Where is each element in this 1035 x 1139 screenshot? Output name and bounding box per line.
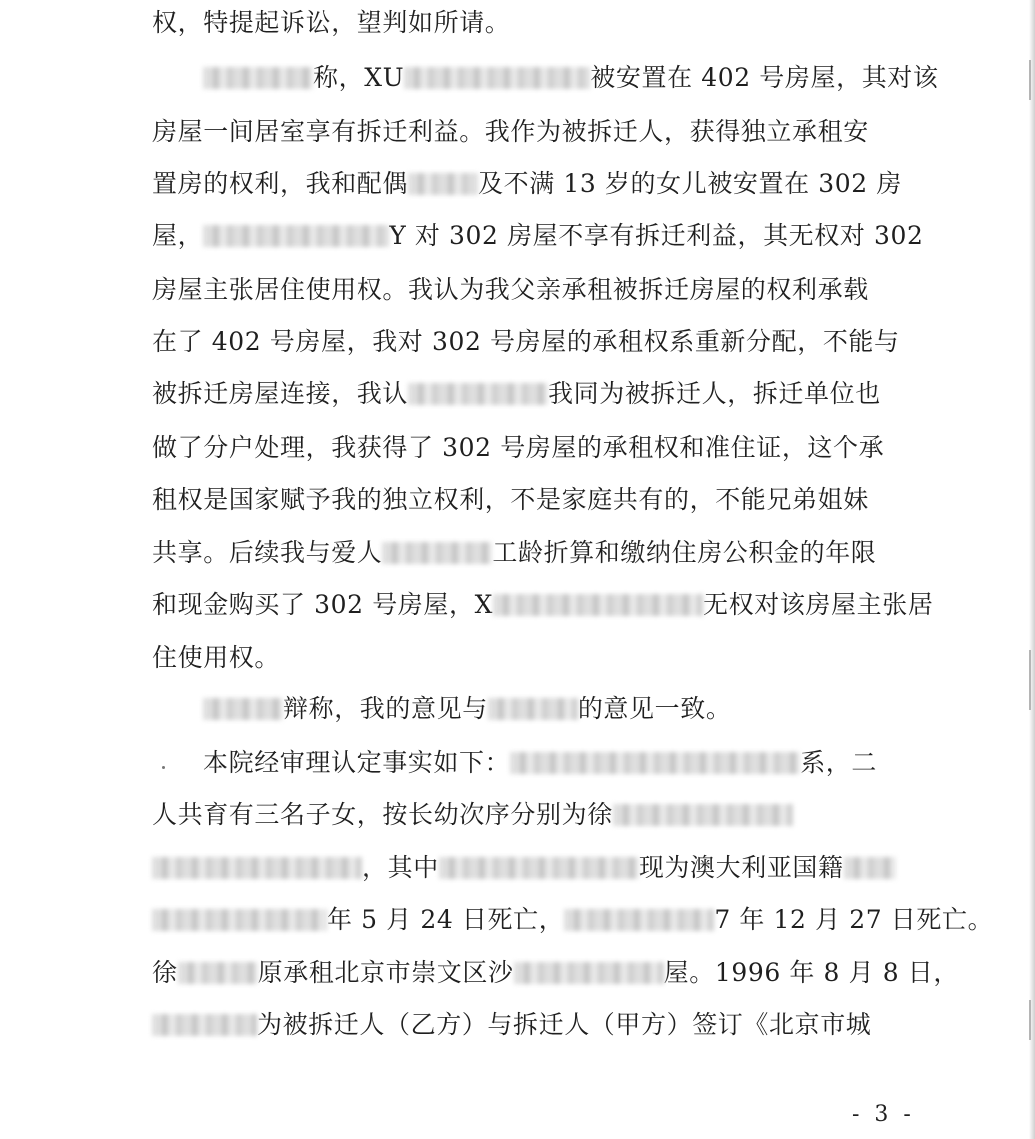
redacted-name (493, 594, 703, 616)
page-edge (1029, 0, 1035, 1139)
scan-mark (1029, 650, 1031, 710)
redacted-name (152, 909, 327, 931)
text-line-4: 置房的权利，我和配偶 及不满 13 岁的女儿被安置在 302 房 (152, 169, 902, 198)
redacted-name (510, 752, 800, 774)
text-line-19: 徐 原承租北京市崇文区沙 屋。1996 年 8 月 8 日， (152, 958, 959, 987)
redacted-name (408, 383, 548, 405)
redacted-name (404, 67, 590, 89)
text-line-10: 租权是国家赋予我的独立权利，不是家庭共有的，不能兄弟姐妹 (152, 485, 869, 514)
redacted-name (439, 857, 639, 879)
text-line-17: ，其中 现为澳大利亚国籍 (152, 853, 912, 883)
text-line-18: 年 5 月 24 日死亡， 7 年 12 月 27 日死亡。 (152, 905, 912, 935)
text-line-2: 称，XU 被安置在 402 号房屋，其对该 (203, 63, 913, 93)
redacted-name (514, 962, 664, 984)
text-line-1: 权，特提起诉讼，望判如所请。 (152, 8, 511, 37)
text-line-13: 住使用权。 (152, 643, 281, 672)
text-line-11: 共享。后续我与爱人 工龄折算和缴纳住房公积金的年限 (152, 538, 877, 567)
scan-mark (1029, 60, 1031, 100)
redacted-name (152, 1014, 257, 1036)
redacted-name (844, 857, 896, 879)
text-line-8: 被拆迁房屋连接，我认 我同为被拆迁人，拆迁单位也 (152, 379, 881, 408)
redacted-name (203, 67, 313, 89)
redacted-name (382, 542, 492, 564)
text-line-3: 房屋一间居室享有拆迁利益。我作为被拆迁人，获得独立承租安 (152, 117, 869, 146)
redacted-name (203, 225, 389, 247)
redacted-name (408, 173, 478, 195)
redacted-name (613, 804, 793, 826)
text-line-20: 为被拆迁人（乙方）与拆迁人（甲方）签订《北京市城 (152, 1010, 912, 1040)
redacted-name (178, 962, 258, 984)
text-line-12: 和现金购买了 302 号房屋，X 无权对该房屋主张居 (152, 590, 934, 619)
margin-mark (162, 766, 165, 769)
text-line-5: 屋， Y 对 302 房屋不享有拆迁利益，其无权对 302 (152, 221, 924, 250)
text-line-14: 辩称，我的意见与 的意见一致。 (203, 694, 913, 724)
redacted-name (203, 698, 283, 720)
text-line-15: 本院经审理认定事实如下： 系，二 (203, 748, 878, 777)
redacted-name (564, 909, 714, 931)
redacted-name (152, 857, 362, 879)
text-line-6: 房屋主张居住使用权。我认为我父亲承租被拆迁房屋的权利承载 (152, 275, 869, 304)
text-line-7: 在了 402 号房屋，我对 302 号房屋的承租权系重新分配，不能与 (152, 327, 900, 356)
text-line-16: 人共育有三名子女，按长幼次序分别为徐 (152, 800, 912, 830)
scan-mark (1029, 1000, 1031, 1040)
redacted-name (488, 698, 578, 720)
text-line-9: 做了分户处理，我获得了 302 号房屋的承租权和准住证，这个承 (152, 433, 885, 462)
page-number: - 3 - (852, 1102, 915, 1127)
